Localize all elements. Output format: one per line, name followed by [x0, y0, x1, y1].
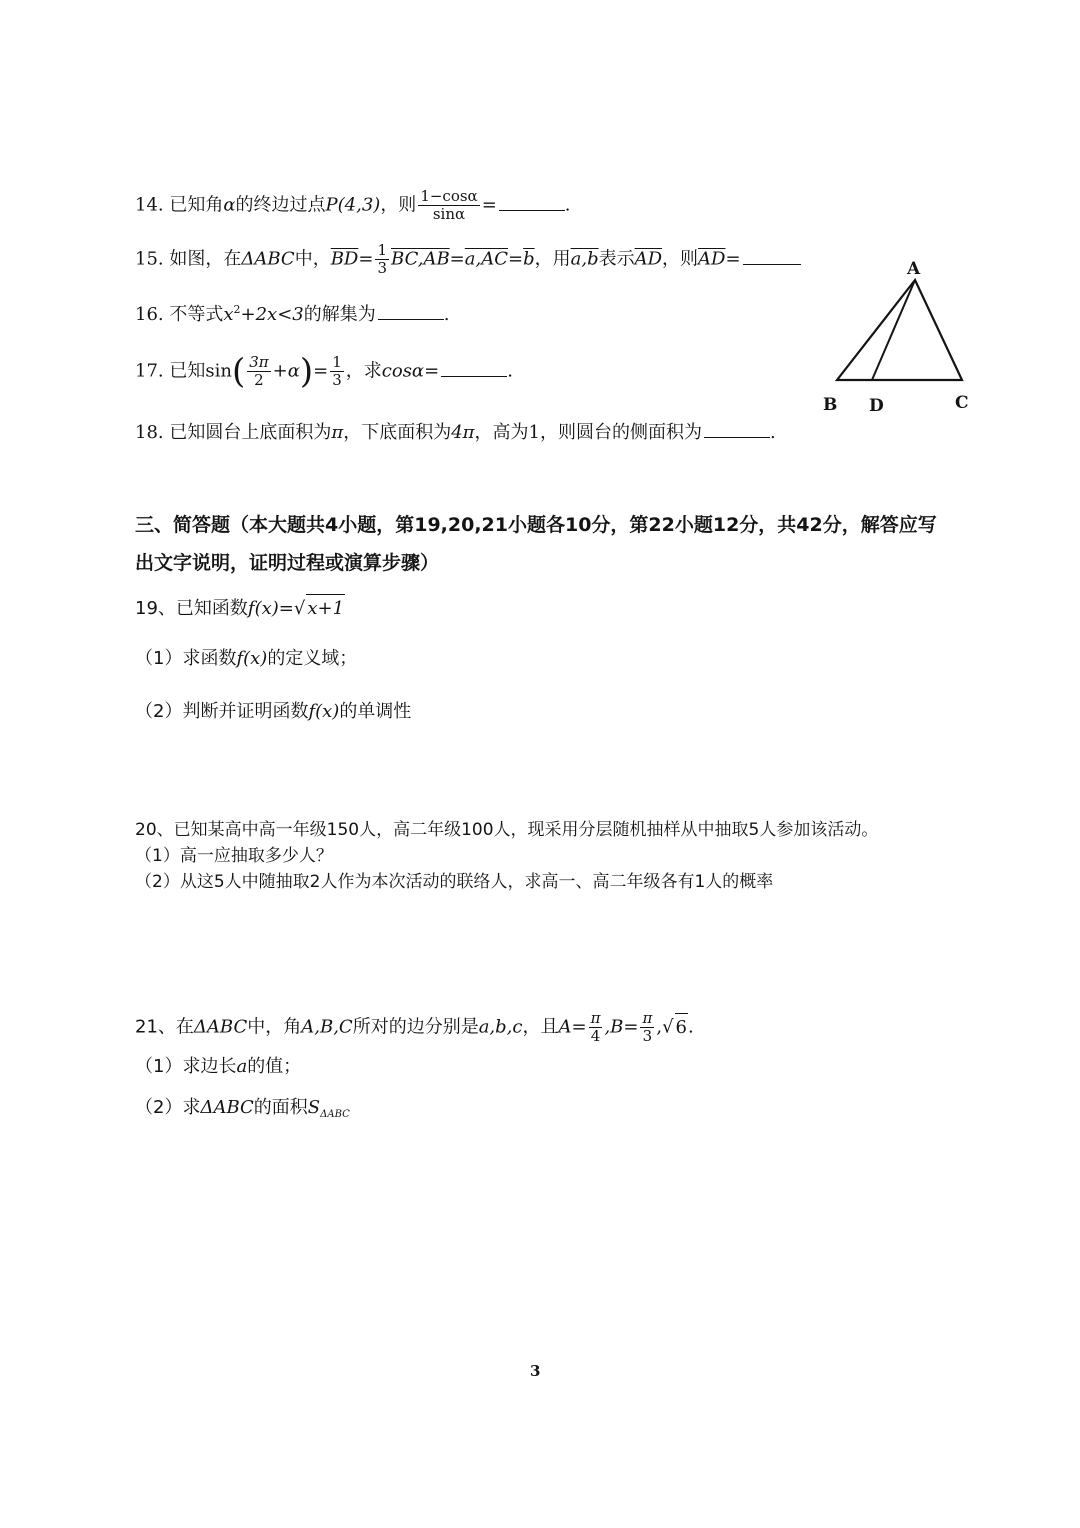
q21-sqrt-six: 6 — [675, 1013, 688, 1042]
q17-ask: ，求 — [345, 360, 382, 382]
q19-p2a: （2）判断并证明函数 — [135, 701, 309, 722]
q17-answer-blank[interactable] — [441, 360, 507, 377]
q18-end: . — [769, 422, 776, 443]
q16-suffix: 的解集为 — [303, 304, 376, 325]
q14-alpha: α — [223, 194, 236, 216]
q18-text3: ，高为1，则圆台的侧面积为 — [474, 422, 702, 443]
q15-vector-a: $\overline{a}$ — [464, 248, 476, 270]
q21-p1b: 的值； — [247, 1056, 302, 1077]
q14-equals: = — [481, 194, 497, 216]
q15-eq4: = — [725, 248, 741, 270]
question-19: 19、已知函数f(x)=√ x+1 — [135, 594, 345, 623]
q21-p1a: （1）求边长 — [135, 1056, 237, 1077]
q18-answer-blank[interactable] — [704, 421, 770, 438]
q14-point: P(4,3) — [325, 194, 381, 216]
q15-zhong: 中， — [294, 248, 331, 270]
q15-vector-ad: $\overline{AD}$ — [634, 248, 663, 270]
q14-answer-blank[interactable] — [499, 194, 565, 211]
q17-end: . — [507, 360, 513, 382]
vertex-b-label: B — [823, 395, 838, 415]
q21-a-num: π — [590, 1009, 601, 1027]
q15-fraction — [375, 242, 389, 277]
q21-a-den: 4 — [590, 1027, 601, 1045]
q14-mid: 的终边过点 — [235, 194, 326, 216]
question-19-part-1 — [135, 645, 357, 673]
q21-comma: , — [656, 1016, 663, 1038]
q14-prefix: 14. 已知角 — [135, 194, 224, 216]
q15-vector-ab: ,AB — [417, 248, 450, 270]
q17-cos: cosα — [381, 360, 425, 382]
q18-fourpi: 4π — [451, 422, 475, 443]
q21-p1-var: a — [236, 1056, 248, 1077]
question-15 — [135, 242, 801, 277]
q14-denominator: sinα — [432, 205, 466, 223]
q15-vector-b: $\overline{b}$ — [523, 248, 535, 270]
q15-use: ，用 — [534, 248, 571, 270]
q17-eq: = — [313, 360, 329, 382]
q17-result-fraction — [330, 354, 344, 389]
q16-answer-blank[interactable] — [378, 303, 444, 320]
vertex-a-label: A — [907, 259, 921, 279]
q18-text2: ，下底面积为 — [343, 422, 452, 443]
q19-p1b: 的定义域； — [267, 648, 358, 669]
vertex-d-label: D — [869, 396, 884, 415]
q21-sides: a,b,c — [478, 1016, 523, 1038]
q14-end: . — [564, 194, 571, 216]
q21-mid3: ，且 — [522, 1016, 559, 1038]
q21-area-symbol: S — [307, 1097, 321, 1118]
q17-left-paren: ( — [231, 351, 246, 392]
question-21-part-1 — [135, 1053, 301, 1081]
q17-right-paren: ) — [299, 351, 314, 392]
q15-eq3: = — [508, 248, 524, 270]
q17-prefix: 17. 已知 — [135, 360, 206, 382]
q17-eq2: = — [424, 360, 440, 382]
q16-prefix: 16. 不等式 — [135, 304, 224, 325]
q21-b-eq: ,B= — [604, 1016, 639, 1038]
q19-p2-function: f(x) — [308, 701, 340, 722]
q15-ze: ，则 — [662, 248, 699, 270]
q16-end: . — [443, 304, 450, 325]
q17-fraction — [247, 354, 270, 389]
q15-vector-ad-2: $\overline{AD}$ — [698, 248, 726, 270]
q21-a-fraction — [589, 1010, 603, 1045]
q19-p1-function: f(x) — [236, 648, 268, 669]
q17-frac-den: 2 — [254, 371, 264, 389]
q21-a-eq: A= — [558, 1016, 587, 1038]
q15-prefix: 15. 如图，在 — [135, 248, 242, 270]
q19-function: f(x)= — [247, 598, 294, 619]
q18-pi: π — [331, 422, 344, 443]
q21-b-fraction — [640, 1010, 654, 1045]
q21-end: . — [688, 1016, 694, 1038]
q15-frac-num: 1 — [377, 241, 388, 259]
q15-vector-ac: ,AC — [475, 248, 508, 270]
q18-text1: 18. 已知圆台上底面积为 — [135, 422, 332, 443]
page-number: 3 — [530, 1362, 541, 1380]
q15-express: 表示 — [598, 248, 635, 270]
q21-p2a: （2）求 — [135, 1097, 201, 1118]
triangle-figure — [815, 255, 975, 415]
question-21: 21、在ΔABC中，角A,B,C所对的边分别是a,b,c，且A= $\frac{\pi}{4}$ ,B= $\frac{\pi}{3}$ ,√ 6. — [135, 1009, 694, 1045]
q21-p2b: 的面积 — [253, 1097, 308, 1118]
q15-vector-bc: $\overline{BC}$ — [391, 248, 418, 270]
segment-ad — [872, 280, 915, 380]
question-21-part-2 — [135, 1094, 350, 1129]
q21-area-subscript: ΔABC — [320, 1109, 350, 1120]
triangle-abc — [837, 280, 962, 380]
vertex-c-label: C — [955, 393, 969, 413]
q15-eq2: = — [449, 248, 465, 270]
section-3-heading: 三、简答题（本大题共4小题，第19,20,21小题各10分，第22小题12分，共42分，解答应写出文字说明，证明过程或演算步骤） — [135, 514, 937, 574]
q19-radicand: x+1 — [306, 594, 345, 623]
q16-x: x — [223, 304, 234, 325]
q15-answer-blank[interactable] — [743, 248, 801, 265]
q20-p1: （1）高一应抽取多少人？ — [135, 846, 333, 866]
q21-b-num: π — [642, 1009, 653, 1027]
q20-stem: 20、已知某高中高一年级150人，高二年级100人，现采用分层随机抽样从中抽取5人参加该活动。 — [135, 820, 879, 840]
q21-mid: 中，角 — [247, 1016, 302, 1038]
q21-mid2: 所对的边分别是 — [352, 1016, 479, 1038]
q21-prefix: 21、在 — [135, 1016, 194, 1038]
question-20-part-2 — [135, 868, 773, 896]
q15-triangle: ΔABC — [241, 248, 295, 270]
question-18 — [135, 419, 776, 447]
q17-result-num: 1 — [332, 353, 342, 371]
q17-frac-num: 3π — [249, 353, 269, 371]
question-14 — [135, 188, 571, 223]
q14-numerator: 1−cosα — [420, 187, 478, 205]
question-19-part-2 — [135, 698, 411, 726]
question-20-part-1 — [135, 842, 333, 870]
q16-rest: +2x<3 — [240, 304, 304, 325]
q20-p2: （2）从这5人中随抽取2人作为本次活动的联络人，求高一、高二年级各有1人的概率 — [135, 872, 774, 892]
q15-eq: = — [358, 248, 374, 270]
q14-then: ，则 — [380, 194, 417, 216]
question-16 — [135, 296, 449, 329]
q19-p1a: （1）求函数 — [135, 648, 237, 669]
q21-b-den: 3 — [642, 1027, 653, 1045]
q16-exponent: 2 — [233, 303, 241, 316]
q15-frac-den: 3 — [377, 259, 388, 277]
q21-angles: A,B,C — [301, 1016, 353, 1038]
q19-p2b: 的单调性 — [339, 701, 412, 722]
q21-triangle: ΔABC — [193, 1016, 248, 1038]
question-17 — [135, 351, 513, 392]
q21-p2-triangle: ΔABC — [200, 1097, 254, 1118]
q19-prefix: 19、已知函数 — [135, 598, 248, 619]
q14-fraction — [418, 188, 479, 223]
q17-result-den: 3 — [332, 371, 342, 389]
question-20 — [135, 816, 878, 844]
q15-vector-bd: $\overline{BD}$ — [330, 248, 359, 270]
q15-vectors-ab: a,b — [570, 248, 599, 270]
q17-plus-alpha: +α — [272, 360, 300, 382]
q17-sin: sin — [205, 360, 232, 382]
